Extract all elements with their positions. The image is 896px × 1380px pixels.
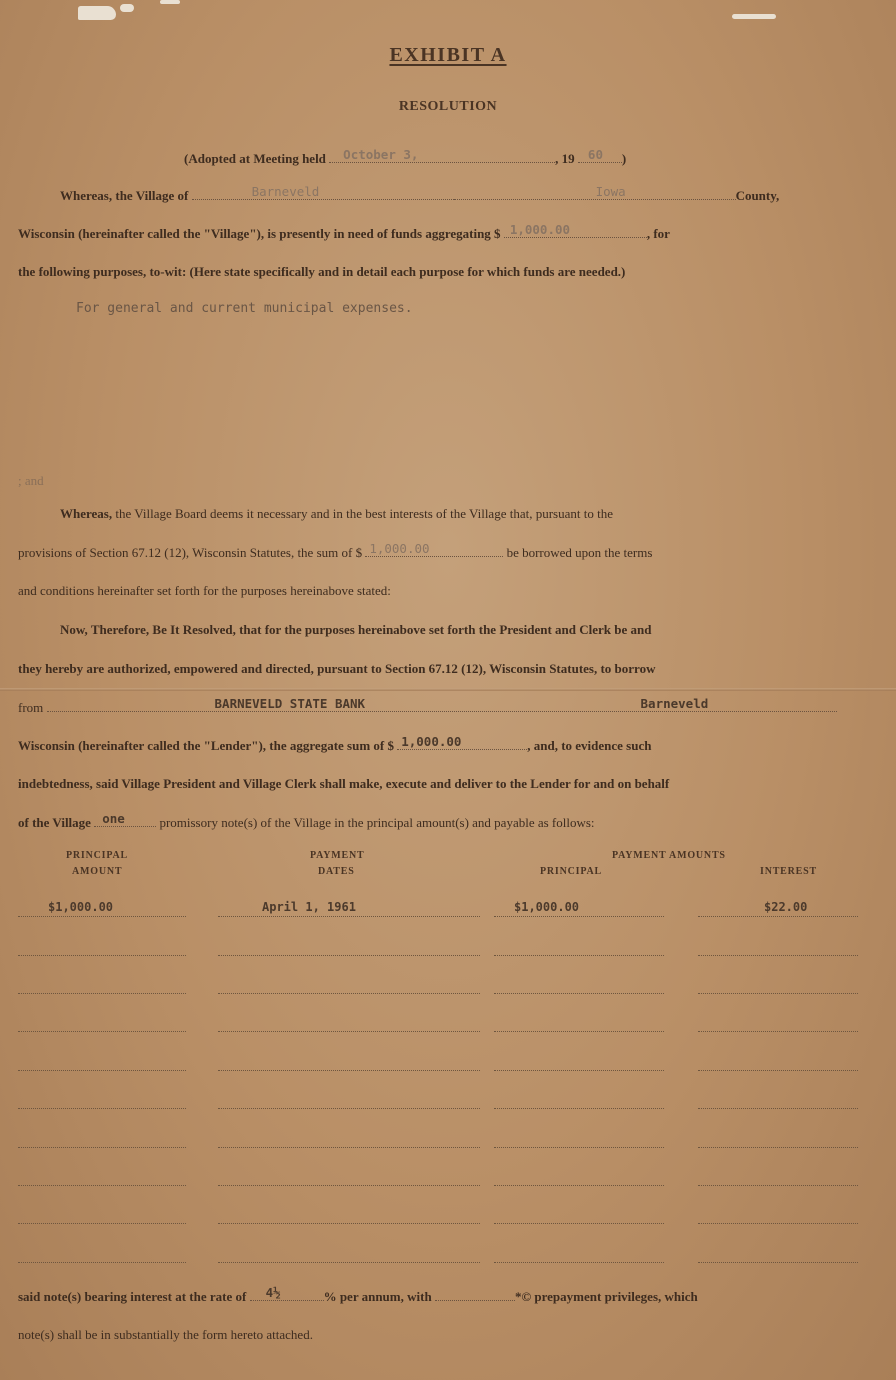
table-rule-line (698, 1185, 858, 1186)
table-rule-line (218, 1147, 480, 1148)
table-rule-line (494, 916, 664, 917)
provisions-suffix: be borrowed upon the terms (506, 545, 653, 560)
aggregate-suffix: , and, to evidence such (527, 738, 652, 753)
whereas2-text: the Village Board deems it necessary and in the best interests of the Village that, pursuant to the (115, 506, 613, 521)
aggregate-prefix: Wisconsin (hereinafter called the "Lender"), the aggregate sum of $ (18, 738, 394, 753)
paper-tear (732, 14, 776, 19)
county-label: County, (735, 188, 780, 203)
col-payment-dates-1: PAYMENT (310, 850, 365, 861)
resolved-label: Now, Therefore, Be It Resolved, (60, 622, 236, 637)
row1-interest: $22.00 (764, 900, 808, 914)
paper-tear (78, 6, 116, 20)
notes-line (18, 811, 595, 831)
resolved-text: that for the purposes hereinabove set forth the President and Clerk be and (239, 622, 652, 637)
table-rule-line (218, 916, 480, 917)
col-interest: INTEREST (760, 866, 817, 877)
paper-fold (0, 688, 896, 691)
table-rule-line (18, 1031, 186, 1032)
year-field (578, 147, 622, 163)
table-rule-line (494, 1185, 664, 1186)
table-rule-line (18, 1223, 186, 1224)
table-rule-line (698, 1147, 858, 1148)
funds-suffix: , for (646, 226, 670, 241)
village-name: Barneveld (251, 184, 320, 199)
table-rule-line (494, 1108, 664, 1109)
document-subtitle: RESOLUTION (398, 99, 498, 114)
year-prefix: , 19 (555, 151, 575, 166)
table-rule-line (698, 1031, 858, 1032)
funds-amount-field (504, 222, 647, 238)
table-rule-line (698, 955, 858, 956)
whereas-label: Whereas, (60, 188, 113, 203)
table-rule-line (494, 1070, 664, 1071)
table-rule-line (494, 1262, 664, 1263)
table-rule-line (494, 1223, 664, 1224)
row1-date: April 1, 1961 (262, 900, 356, 914)
col-principal-amount-1: PRINCIPAL (66, 850, 129, 861)
table-rule-line (698, 1262, 858, 1263)
col-principal: PRINCIPAL (540, 866, 603, 877)
paper-tear (160, 0, 180, 4)
table-rule-line (494, 1031, 664, 1032)
village-of-label: the Village of (115, 188, 189, 203)
table-rule-line (698, 1070, 858, 1071)
adopted-line (184, 147, 627, 167)
table-rule-line (18, 1108, 186, 1109)
col-principal-amount-2: AMOUNT (72, 866, 123, 877)
row1-amount: $1,000.00 (48, 900, 114, 914)
table-rule-line (494, 1147, 664, 1148)
table-rule-line (698, 1108, 858, 1109)
table-rule-line (18, 993, 186, 994)
whereas2-label: Whereas, (60, 506, 113, 521)
prepayment-field (435, 1288, 515, 1301)
table-rule-line (218, 1108, 480, 1109)
county-field (454, 184, 736, 200)
table-rule-line (494, 955, 664, 956)
table-rule-line (494, 993, 664, 994)
meeting-year: 60 (587, 147, 603, 162)
indebtedness-line: indebtedness, said Village President and Village Clerk shall make, execute and deliver to the Lender for and on behalf (18, 776, 670, 791)
adopted-prefix: (Adopted at Meeting held (184, 151, 326, 166)
note-count: one (102, 811, 125, 826)
table-rule-line (18, 1185, 186, 1186)
from-label: from (18, 700, 44, 715)
interest-rate: 4½ (265, 1285, 281, 1300)
table-rule-line (218, 955, 480, 956)
lender-name: BARNEVELD STATE BANK (214, 696, 366, 711)
table-rule-line (218, 1262, 480, 1263)
table-rule-line (18, 1070, 186, 1071)
table-rule-line (18, 1147, 186, 1148)
table-rule-line (18, 916, 186, 917)
conditions-line: and conditions hereinafter set forth for the purposes hereinabove stated: (18, 583, 391, 598)
interest-rate-line (18, 1285, 698, 1305)
authorized-line: they hereby are authorized, empowered and directed, pursuant to Section 67.12 (12), Wisconsin Statutes, to borrow (18, 661, 656, 676)
table-rule-line (698, 1223, 858, 1224)
funds-amount: 1,000.00 (509, 222, 571, 237)
table-rule-line (218, 1185, 480, 1186)
interest-prefix: said note(s) bearing interest at the rate of (18, 1289, 247, 1304)
table-rule-line (218, 1070, 480, 1071)
aggregate-amount-field (397, 734, 527, 750)
resolved-line (60, 622, 651, 638)
interest-mid: % per annum, with (323, 1289, 432, 1304)
interest-rate-field (250, 1285, 324, 1301)
table-rule-line (218, 993, 480, 994)
form-attached-line: note(s) shall be in substantially the form hereto attached. (18, 1327, 313, 1342)
col-payment-amounts: PAYMENT AMOUNTS (612, 850, 726, 861)
lender-line (18, 696, 837, 716)
adopted-suffix: ) (621, 151, 627, 166)
provisions-prefix: provisions of Section 67.12 (12), Wisconsin Statutes, the sum of $ (18, 545, 363, 560)
purpose-text: For general and current municipal expenses. (76, 301, 413, 316)
table-rule-line (218, 1031, 480, 1032)
whereas-board-line (60, 506, 613, 522)
col-payment-dates-2: DATES (318, 866, 355, 877)
aggregate-line (18, 734, 652, 754)
meeting-date: October 3, (343, 147, 419, 162)
note-count-field (94, 811, 156, 827)
interest-suffix: *© prepayment privileges, which (514, 1289, 698, 1304)
table-rule-line (698, 993, 858, 994)
county-name: Iowa (595, 184, 626, 199)
table-rule-line (698, 916, 858, 917)
notes-suffix: promissory note(s) of the Village in the principal amount(s) and payable as follows: (159, 815, 595, 830)
aggregate-amount: 1,000.00 (401, 734, 462, 749)
funds-prefix: Wisconsin (hereinafter called the "Village"), is presently in need of funds aggregating $ (18, 226, 501, 241)
whereas-funds-line (18, 222, 670, 242)
paper-tear (120, 4, 134, 12)
village-label: of the Village (18, 815, 91, 830)
purposes-line: the following purposes, to-wit: (Here state specifically and in detail each purpose for which funds are needed.) (18, 264, 626, 279)
and-text: ; and (18, 473, 44, 488)
table-rule-line (18, 955, 186, 956)
row1-principal: $1,000.00 (514, 900, 580, 914)
borrow-sum-field (365, 541, 503, 557)
lender-field (47, 696, 837, 712)
borrow-sum: 1,000.00 (369, 541, 430, 556)
provisions-line (18, 541, 653, 561)
table-rule-line (218, 1223, 480, 1224)
lender-city: Barneveld (640, 696, 709, 711)
document-title: EXHIBIT A (389, 44, 507, 66)
whereas-village-line (60, 184, 780, 204)
table-rule-line (18, 1262, 186, 1263)
village-name-field (192, 184, 454, 200)
meeting-date-field (329, 147, 555, 163)
